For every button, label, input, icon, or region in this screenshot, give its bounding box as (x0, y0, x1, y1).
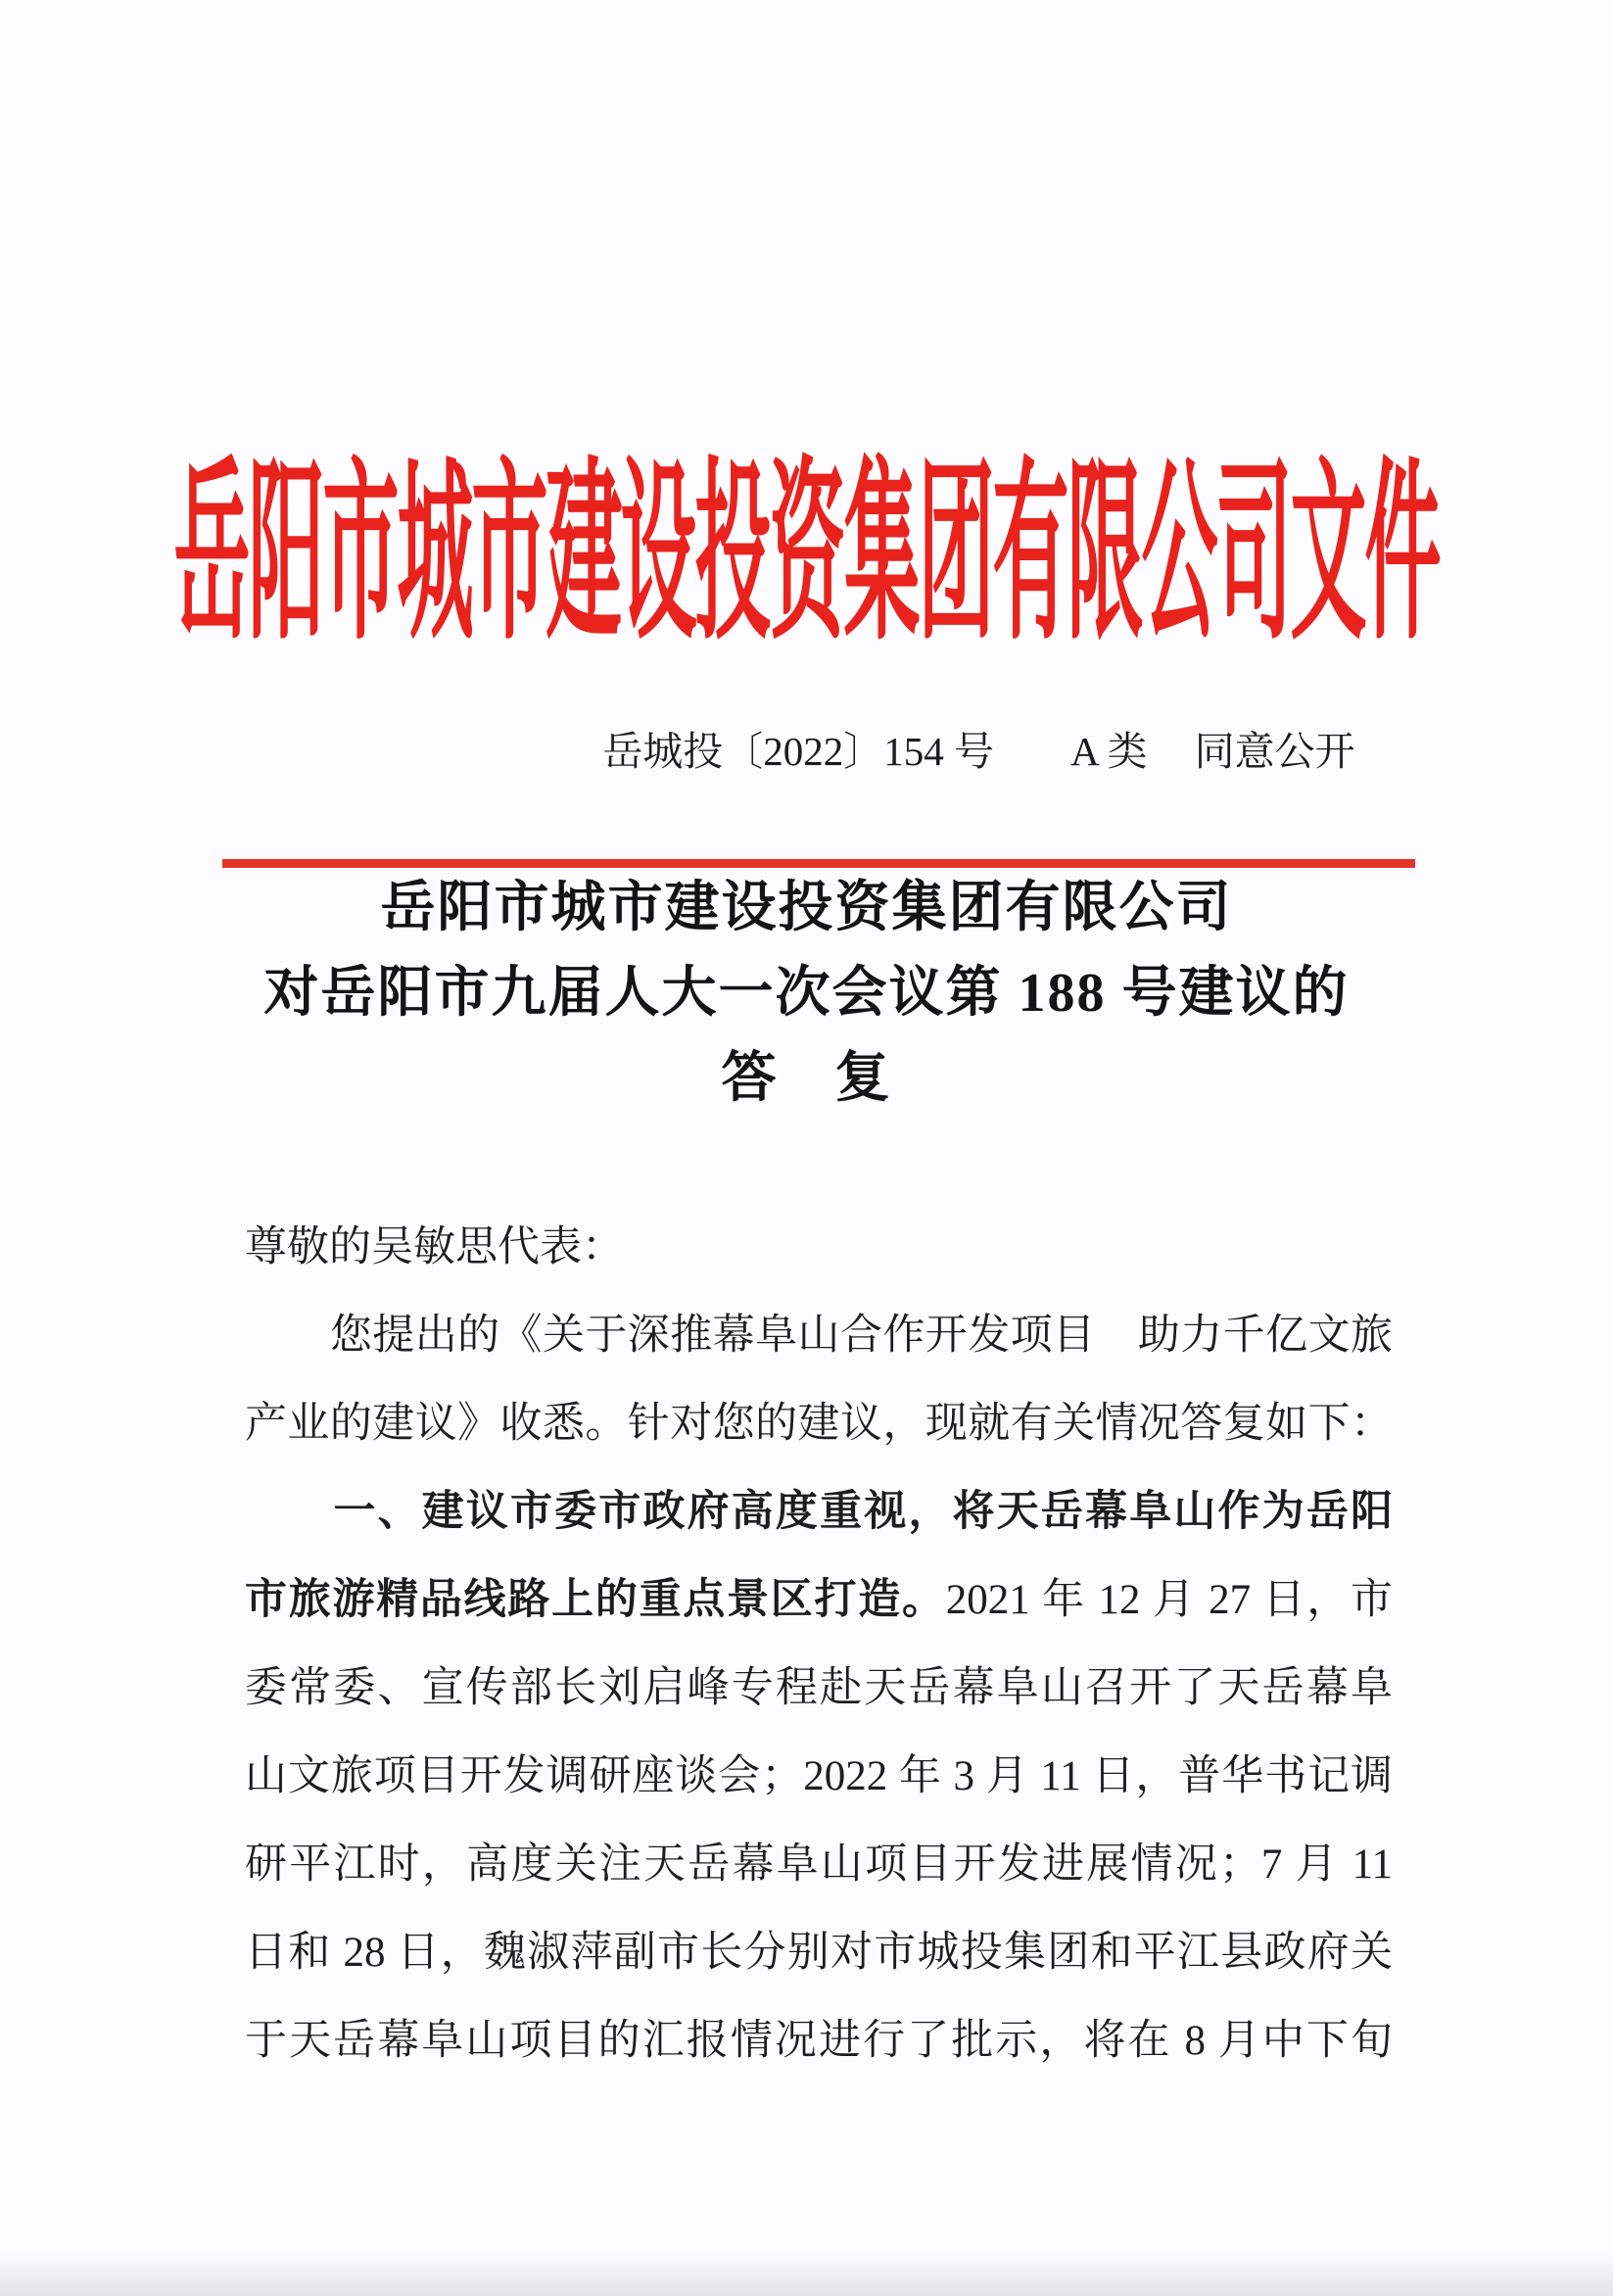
body-text-segment: 一、建议市委市政府高度重视，将天岳幕阜山作为岳阳 (245, 1489, 1393, 1535)
body-line (245, 1556, 1393, 1645)
body-line (245, 1997, 1393, 2085)
body-text-segment: 委常委、宣传部长刘启峰专程赴天岳幕阜山召开了天岳幕阜 (245, 1665, 1393, 1711)
body-text-segment: 市旅游精品线路上的重点景区打造。 (245, 1577, 946, 1623)
doc-info-line (345, 726, 1613, 777)
body-line (245, 1909, 1393, 1997)
body-text-segment: 产业的建议》收悉。针对您的建议，现就有关情况答复如下： (245, 1401, 1393, 1447)
document-title-line-2: 对岳阳市九届人大一次会议第 188 号建议的 (263, 963, 1350, 1024)
body-line (245, 1468, 1393, 1556)
body-text-segment: 研平江时，高度关注天岳幕阜山项目开发进展情况；7 月 11 (245, 1842, 1393, 1888)
body-line (245, 1821, 1393, 1909)
document-title (0, 866, 1613, 1122)
body-text-segment: 于天岳幕阜山项目的汇报情况进行了批示，将在 8 月中下旬 (245, 2018, 1393, 2064)
body-line (245, 1292, 1393, 1380)
document-title-line-3: 答 复 (721, 1048, 892, 1109)
body-text-segment: 日和 28 日，魏淑萍副市长分别对市城投集团和平江县政府关 (245, 1930, 1393, 1976)
letterhead (0, 436, 1613, 662)
doc-number: 岳城投〔2022〕154 号 (602, 729, 995, 774)
body-text-segment: 山文旅项目开发调研座谈会；2022 年 3 月 11 日，普华书记调 (245, 1753, 1393, 1799)
body-text (245, 1204, 1393, 2085)
body-line (245, 1733, 1393, 1821)
scan-shadow (0, 2251, 1613, 2296)
salutation: 尊敬的吴敏思代表： (245, 1224, 624, 1270)
body-text-segment: 您提出的《关于深推幕阜山合作开发项目 助力千亿文旅 (245, 1313, 1393, 1359)
body-line (245, 1645, 1393, 1733)
doc-category: A 类 (1070, 729, 1148, 774)
letterhead-title: 岳阳市城市建设投资集团有限公司文件 (173, 445, 1440, 662)
body-text-segment: 2021 年 12 月 27 日，市 (945, 1577, 1394, 1623)
document-title-line-1: 岳阳市城市建设投资集团有限公司 (380, 878, 1233, 938)
doc-publicity: 同意公开 (1194, 729, 1355, 774)
body-line (245, 1380, 1393, 1468)
